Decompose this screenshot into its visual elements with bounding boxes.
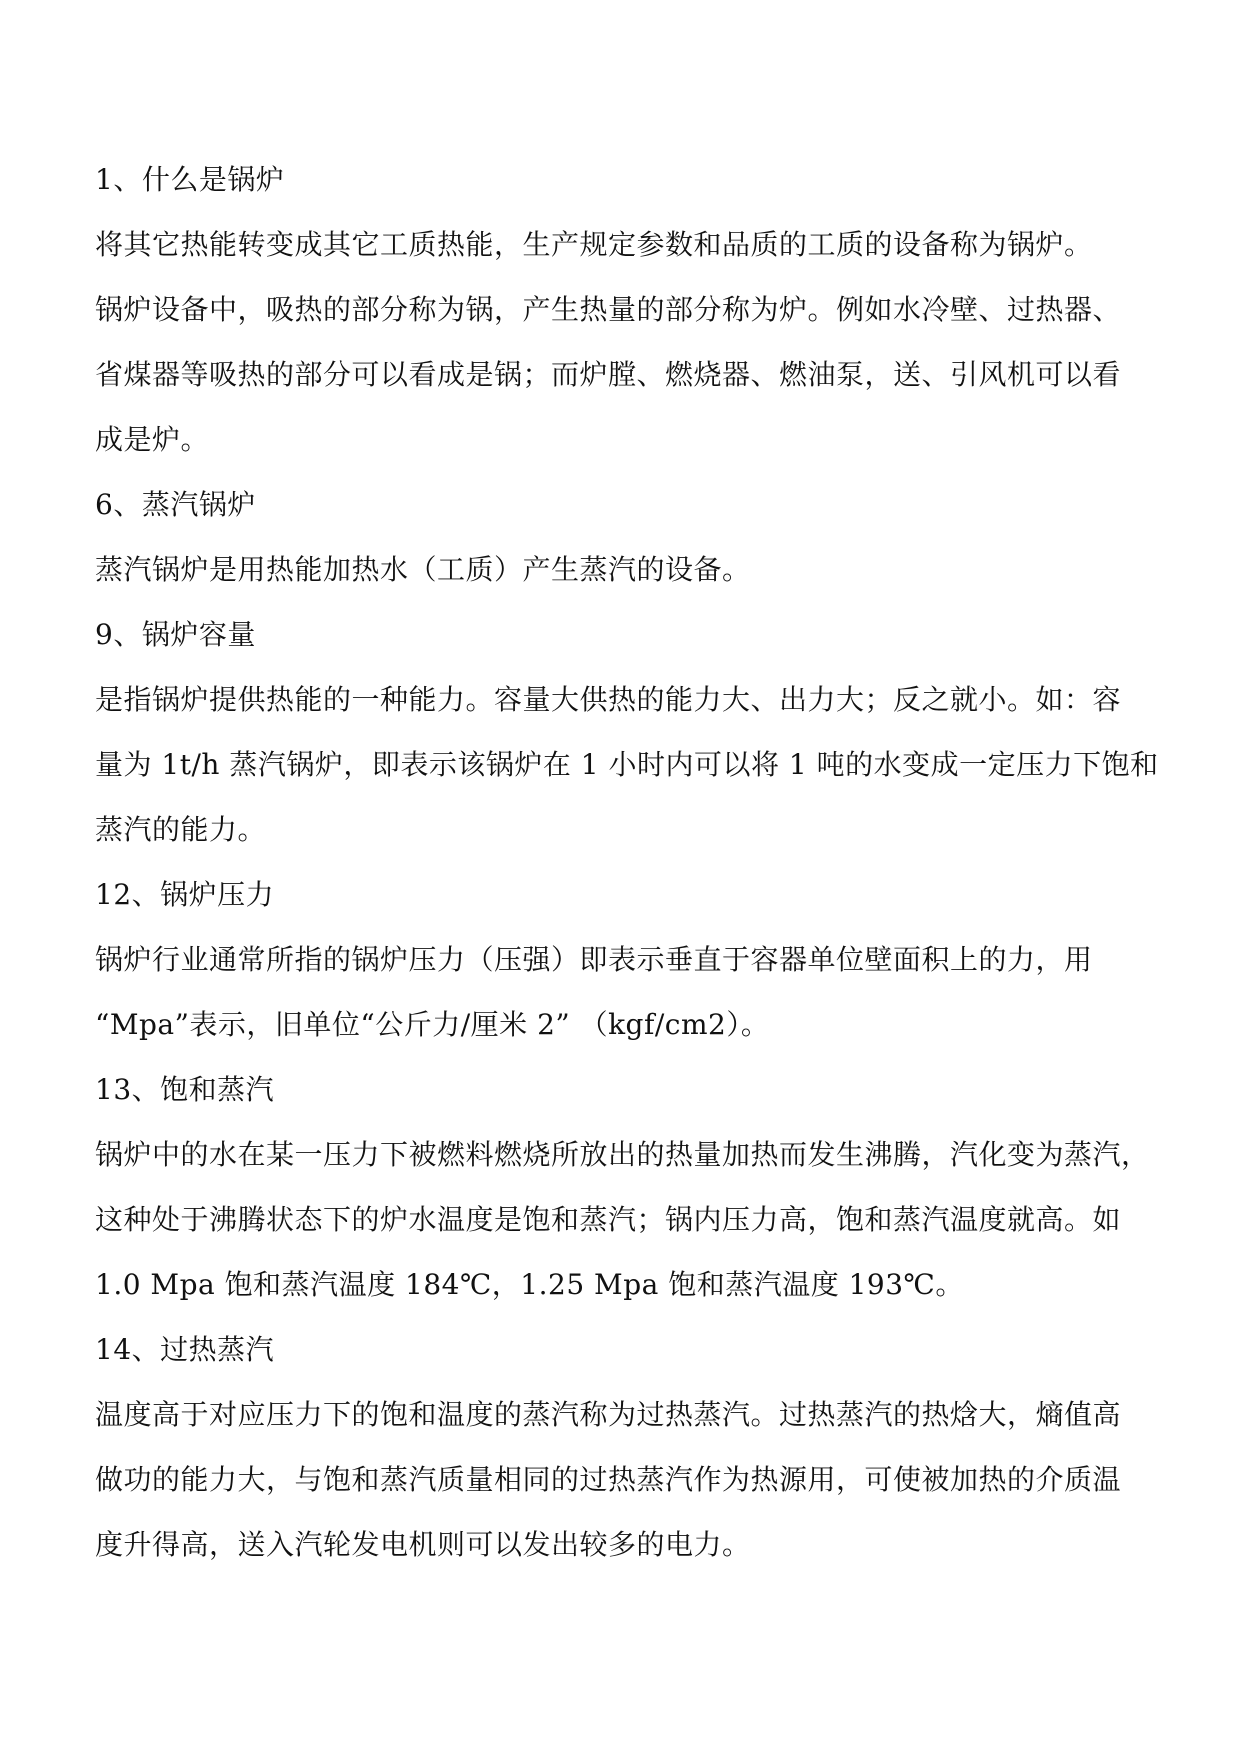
paragraph-line: 蒸汽锅炉是用热能加热水（工质）产生蒸汽的设备。 [95, 553, 751, 586]
paragraph-line: 度升得高，送入汽轮发电机则可以发出较多的电力。 [95, 1528, 751, 1561]
paragraph-line: 蒸汽的能力。 [95, 813, 267, 846]
heading-6: 6、蒸汽锅炉 [95, 488, 256, 521]
paragraph-line: “Mpa”表示，旧单位“公斤力/厘米 2” （kgf/cm2）。 [95, 1008, 770, 1041]
document-page [95, 162, 1159, 1592]
heading-1: 1、什么是锅炉 [95, 163, 285, 196]
paragraph-line: 是指锅炉提供热能的一种能力。容量大供热的能力大、出力大；反之就小。如：容 [95, 683, 1122, 716]
paragraph-line: 量为 1t/h 蒸汽锅炉，即表示该锅炉在 1 小时内可以将 1 吨的水变成一定压力下饱和 [95, 748, 1159, 781]
paragraph-line: 锅炉行业通常所指的锅炉压力（压强）即表示垂直于容器单位壁面积上的力，用 [95, 943, 1093, 976]
paragraph-line: 做功的能力大，与饱和蒸汽质量相同的过热蒸汽作为热源用，可使被加热的介质温 [95, 1463, 1122, 1496]
paragraph-line: 锅炉中的水在某一压力下被燃料燃烧所放出的热量加热而发生沸腾，汽化变为蒸汽， [95, 1138, 1150, 1171]
heading-14: 14、过热蒸汽 [95, 1333, 275, 1366]
paragraph-line: 省煤器等吸热的部分可以看成是锅；而炉膛、燃烧器、燃油泵，送、引风机可以看 [95, 358, 1122, 391]
paragraph-line: 这种处于沸腾状态下的炉水温度是饱和蒸汽；锅内压力高，饱和蒸汽温度就高。如 [95, 1203, 1122, 1236]
paragraph-line: 成是炉。 [95, 423, 210, 456]
paragraph-line: 锅炉设备中，吸热的部分称为锅，产生热量的部分称为炉。例如水冷壁、过热器、 [95, 293, 1122, 326]
paragraph-line: 将其它热能转变成其它工质热能，生产规定参数和品质的工质的设备称为锅炉。 [95, 228, 1093, 261]
paragraph-line: 1.0 Mpa 饱和蒸汽温度 184℃，1.25 Mpa 饱和蒸汽温度 193℃。 [95, 1268, 964, 1301]
heading-13: 13、饱和蒸汽 [95, 1073, 275, 1106]
paragraph-line: 温度高于对应压力下的饱和温度的蒸汽称为过热蒸汽。过热蒸汽的热焓大，熵值高 [95, 1398, 1122, 1431]
heading-9: 9、锅炉容量 [95, 618, 256, 651]
heading-12: 12、锅炉压力 [95, 878, 275, 911]
